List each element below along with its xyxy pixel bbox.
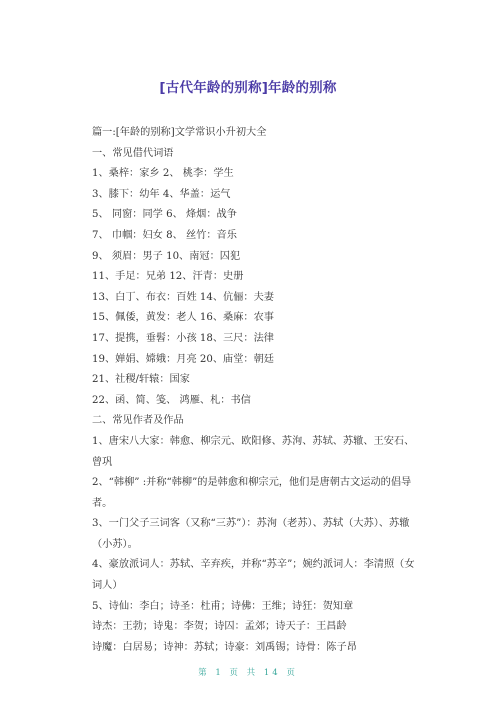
body-line: 7、 巾帼：妇女 8、 丝竹：音乐 xyxy=(92,229,237,241)
body-paragraph: 4、豪放派词人：苏轼、辛弃疾，并称“苏辛”；婉约派词人：李清照（女词人） xyxy=(92,559,415,592)
body-line: 诗魔：白居易；诗神：苏轼；诗豪：刘禹锡；诗骨：陈子昂 xyxy=(92,641,357,653)
body-line: 19、婵娟、嫦娥：月亮 20、庙堂：朝廷 xyxy=(92,353,274,365)
body-paragraph: 2、“韩柳” :并称“韩柳”的是韩愈和柳宗元，他们是唐朝古文运动的倡导者。 xyxy=(92,477,412,509)
body-line: 21、社稷/轩辕：国家 xyxy=(92,374,190,386)
body-line: 诗杰：王勃；诗鬼：李贺；诗囚：孟郊；诗天子：王昌龄 xyxy=(92,621,347,633)
body-line: 5、诗仙：李白；诗圣：杜甫；诗佛：王维；诗狂：贺知章 xyxy=(92,600,354,612)
body-line: 9、 须眉：男子 10、南冠：囚犯 xyxy=(92,250,241,262)
body-line: 5、 同窗：同学 6、 烽烟：战争 xyxy=(92,209,237,221)
document-title: [古代年龄的别称]年龄的别称 xyxy=(159,80,337,96)
body-paragraph: 1、唐宋八大家：韩愈、柳宗元、欧阳修、苏洵、苏轼、苏辙、王安石、曾巩 xyxy=(92,435,415,468)
body-line: 17、提携，垂髫：小孩 18、三尺：法律 xyxy=(92,332,274,344)
subtitle-line: 篇一:[年龄的别称]文学常识小升初大全 xyxy=(92,127,267,138)
body-line: 3、膝下：幼年 4、华盖：运气 xyxy=(92,188,231,200)
section-heading: 二、常见作者及作品 xyxy=(92,415,184,427)
body-line: 13、白丁、布衣：百姓 14、伉俪：夫妻 xyxy=(92,291,274,303)
body-line: 11、手足：兄弟 12、汗青：史册 xyxy=(92,271,244,283)
body-line: 22、函、简、笺、 鸿雁、札：书信 xyxy=(92,394,251,406)
document-body xyxy=(92,123,422,658)
body-line: 15、佩倭，黄发：老人 16、桑麻：农事 xyxy=(92,312,274,324)
body-line: 1、桑梓：家乡 2、 桃李：学生 xyxy=(92,168,234,180)
page-number-footer: 第 1 页 共 14 页 xyxy=(198,668,298,678)
body-paragraph: 3、一门父子三词客（又称“三苏”）：苏洵（老苏）、苏轼（大苏）、苏辙（小苏）。 xyxy=(92,518,410,550)
section-heading: 一、常见借代词语 xyxy=(92,147,174,159)
